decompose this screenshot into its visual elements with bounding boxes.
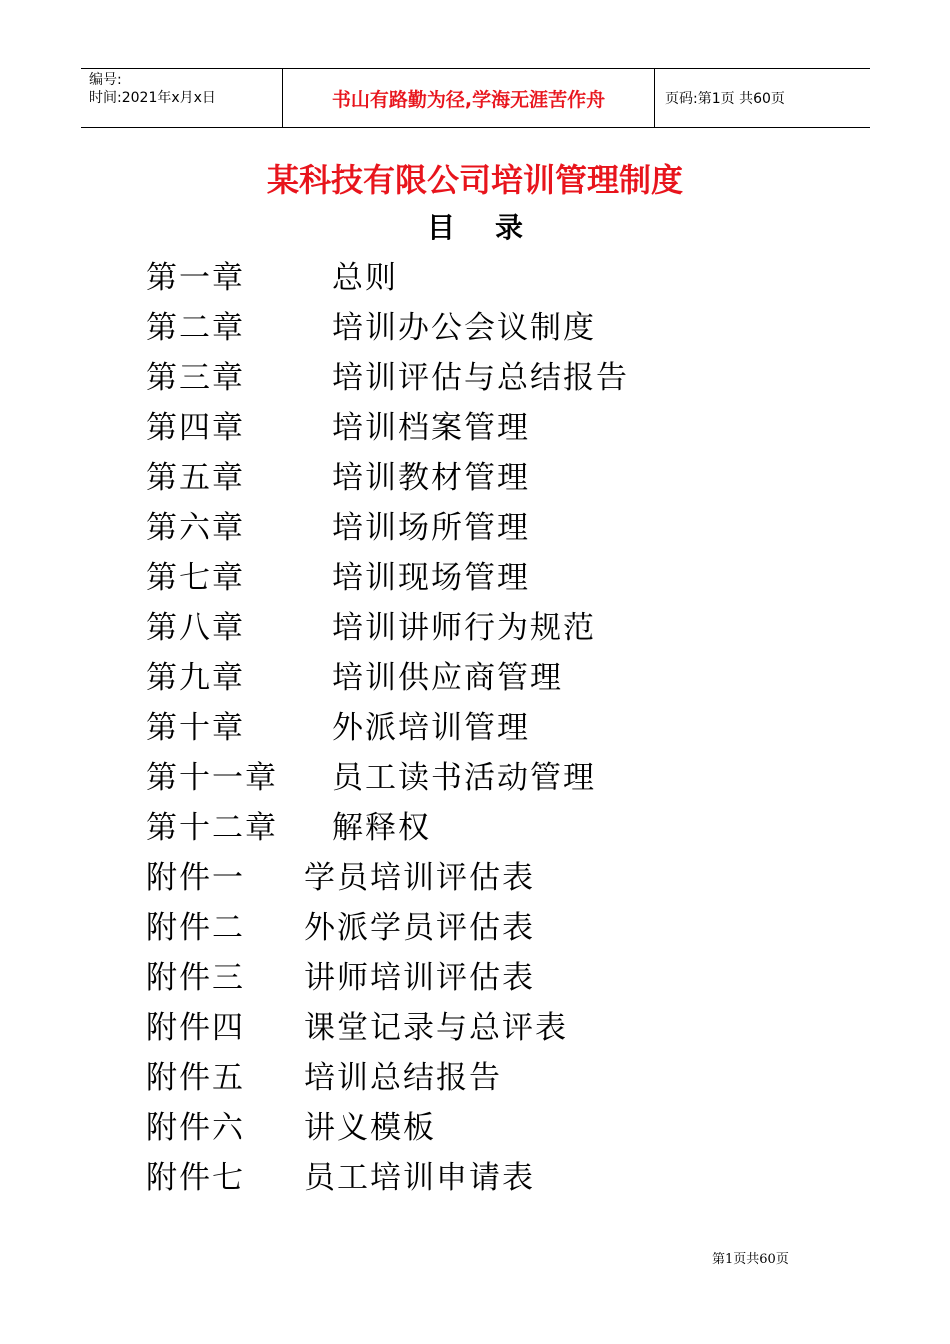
table-of-contents xyxy=(146,253,866,1203)
toc-item xyxy=(146,603,866,653)
toc-item-label: 第五章 xyxy=(146,460,245,496)
toc-item xyxy=(146,703,866,753)
toc-item xyxy=(146,303,866,353)
toc-item-text: 培训总结报告 xyxy=(304,1060,502,1096)
toc-item xyxy=(146,403,866,453)
toc-item-label: 附件五 xyxy=(146,1060,245,1096)
toc-item-label: 附件一 xyxy=(146,860,245,896)
toc-item-label: 附件四 xyxy=(146,1010,245,1046)
toc-item-text: 解释权 xyxy=(332,810,431,846)
toc-item xyxy=(146,1053,866,1103)
toc-item xyxy=(146,753,866,803)
toc-item-text: 讲义模板 xyxy=(304,1110,436,1146)
toc-item xyxy=(146,1103,866,1153)
toc-item xyxy=(146,553,866,603)
toc-item-text: 员工读书活动管理 xyxy=(332,760,596,796)
document-title: 某科技有限公司培训管理制度 xyxy=(266,161,683,199)
toc-item-label: 第二章 xyxy=(146,310,245,346)
toc-item-text: 外派培训管理 xyxy=(332,710,530,746)
header-time-label: 时间:2021年x月x日 xyxy=(89,90,216,106)
toc-item-label: 附件三 xyxy=(146,960,245,996)
toc-item-label: 附件七 xyxy=(146,1160,245,1196)
toc-item-label: 第八章 xyxy=(146,610,245,646)
toc-item xyxy=(146,853,866,903)
toc-item-text: 培训讲师行为规范 xyxy=(332,610,596,646)
toc-item xyxy=(146,903,866,953)
toc-item-text: 员工培训申请表 xyxy=(304,1160,535,1196)
toc-item xyxy=(146,503,866,553)
toc-item-text: 学员培训评估表 xyxy=(304,860,535,896)
toc-item xyxy=(146,653,866,703)
toc-item-text: 培训档案管理 xyxy=(332,410,530,446)
toc-item-label: 第六章 xyxy=(146,510,245,546)
toc-item-text: 培训现场管理 xyxy=(332,560,530,596)
toc-item-label: 第十二章 xyxy=(146,810,278,846)
page-header xyxy=(81,68,870,128)
toc-item-label: 第四章 xyxy=(146,410,245,446)
toc-item-text: 课堂记录与总评表 xyxy=(304,1010,568,1046)
toc-item-label: 第十一章 xyxy=(146,760,278,796)
toc-item-text: 外派学员评估表 xyxy=(304,910,535,946)
header-meta xyxy=(81,69,282,127)
toc-item-text: 培训教材管理 xyxy=(332,460,530,496)
toc-item-label: 第一章 xyxy=(146,260,245,296)
toc-item xyxy=(146,1003,866,1053)
toc-item-text: 培训办公会议制度 xyxy=(332,310,596,346)
toc-item-text: 培训评估与总结报告 xyxy=(332,360,629,396)
toc-item-label: 第七章 xyxy=(146,560,245,596)
toc-item-label: 附件二 xyxy=(146,910,245,946)
toc-item xyxy=(146,953,866,1003)
toc-item-label: 附件六 xyxy=(146,1110,245,1146)
toc-heading: 目录 xyxy=(426,211,563,244)
header-number-label: 编号: xyxy=(89,72,122,88)
header-motto: 书山有路勤为径,学海无涯苦作舟 xyxy=(282,69,655,127)
toc-item-text: 培训供应商管理 xyxy=(332,660,563,696)
toc-item xyxy=(146,253,866,303)
toc-item-text: 总则 xyxy=(332,260,398,296)
toc-item xyxy=(146,353,866,403)
toc-item xyxy=(146,453,866,503)
toc-item-label: 第三章 xyxy=(146,360,245,396)
page-footer: 第1页共60页 xyxy=(712,1252,789,1267)
toc-item-text: 讲师培训评估表 xyxy=(304,960,535,996)
toc-item-label: 第九章 xyxy=(146,660,245,696)
toc-item xyxy=(146,803,866,853)
toc-item-text: 培训场所管理 xyxy=(332,510,530,546)
header-page-info: 页码:第1页 共60页 xyxy=(665,91,785,107)
toc-item xyxy=(146,1153,866,1203)
toc-item-label: 第十章 xyxy=(146,710,245,746)
